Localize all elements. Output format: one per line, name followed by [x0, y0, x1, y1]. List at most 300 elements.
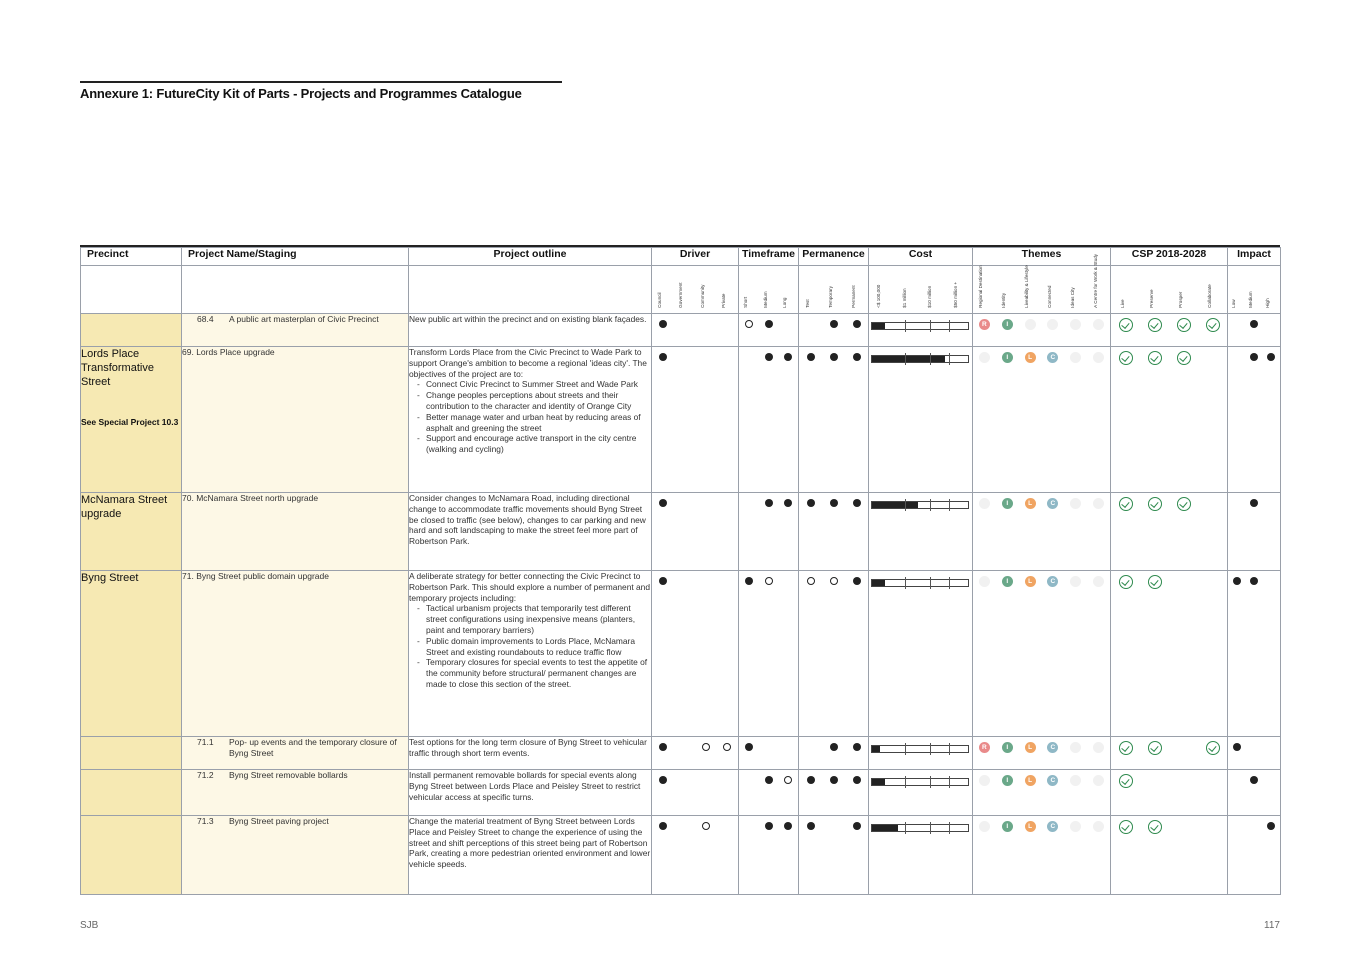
- check-circle-icon: [1119, 741, 1133, 755]
- project-outline-cell: [409, 770, 652, 816]
- theme-slot: [1087, 498, 1110, 509]
- theme-slot: [1064, 775, 1087, 786]
- subheader-label-text: Identity: [1001, 293, 1007, 308]
- project-outline-cell: [409, 347, 652, 493]
- dot-slot: [1263, 320, 1280, 328]
- subheader-label-text: A Centre for Work & Study: [1092, 254, 1098, 308]
- project-name: A public art masterplan of Civic Precinct: [229, 314, 379, 324]
- cost-bar-tick: [949, 577, 950, 589]
- impact-cell: [1228, 493, 1281, 571]
- header-permanence: Permanence: [799, 248, 869, 266]
- dot-slot: [674, 577, 696, 585]
- filled-dot-icon: [1250, 577, 1258, 585]
- check-circle-icon: [1119, 497, 1133, 511]
- filled-dot-icon: [1250, 320, 1258, 328]
- dot-slot: [759, 320, 779, 328]
- theme-badge-icon: I: [1070, 576, 1081, 587]
- dot-slot: [799, 577, 822, 585]
- cost-bar: [871, 824, 969, 832]
- dot-slot: [674, 776, 696, 784]
- theme-slot: [973, 742, 996, 753]
- csp-slot: [1198, 774, 1227, 788]
- theme-slot: [1064, 821, 1087, 832]
- theme-slot: [973, 821, 996, 832]
- project-number: 68.4: [197, 314, 214, 324]
- theme-badge-icon: I: [1002, 498, 1013, 509]
- project-name-cell: [182, 347, 409, 493]
- csp-slot: [1198, 575, 1227, 589]
- theme-badge-icon: W: [1093, 498, 1104, 509]
- filled-dot-icon: [765, 776, 773, 784]
- theme-badge-icon: L: [1025, 352, 1036, 363]
- dot-slot: [695, 499, 717, 507]
- filled-dot-icon: [830, 320, 838, 328]
- dot-slot: [799, 320, 822, 328]
- project-name: Lords Place upgrade: [196, 347, 275, 357]
- impact-cell: [1228, 347, 1281, 493]
- dot-slot: [845, 743, 868, 751]
- dot-slot: [1228, 743, 1245, 751]
- subheader-label-text: Connected: [1047, 285, 1053, 308]
- theme-group: [973, 571, 1110, 587]
- dot-slot: [822, 822, 845, 830]
- precinct-cell: [81, 571, 182, 737]
- csp-slot: [1140, 351, 1169, 365]
- dot-group: [739, 314, 798, 328]
- cost-bar-tick: [949, 776, 950, 788]
- subheader-label-text: Ideas City: [1069, 287, 1075, 308]
- dot-slot: [1228, 776, 1245, 784]
- cost-bar-tick: [949, 743, 950, 755]
- dot-group: [799, 571, 868, 585]
- dot-group: [799, 737, 868, 751]
- check-circle-icon: [1206, 741, 1220, 755]
- filled-dot-icon: [784, 822, 792, 830]
- dot-slot: [799, 353, 822, 361]
- theme-slot: [996, 498, 1019, 509]
- check-circle-icon: [1119, 318, 1133, 332]
- subheader-empty: [182, 266, 409, 314]
- document-title: Annexure 1: FutureCity Kit of Parts - Projects and Programmes Catalogue: [80, 86, 522, 101]
- dot-slot: [1263, 776, 1280, 784]
- dot-slot: [695, 577, 717, 585]
- check-circle-icon: [1119, 774, 1133, 788]
- subheader-label-text: Live: [1119, 299, 1125, 308]
- theme-badge-icon: C: [1047, 498, 1058, 509]
- filled-dot-icon: [1250, 776, 1258, 784]
- permanence-cell: [799, 770, 869, 816]
- csp-slot: [1140, 497, 1169, 511]
- project-number: 71.2: [197, 770, 214, 780]
- subheader-label: [1198, 266, 1227, 313]
- dot-slot: [695, 353, 717, 361]
- subheader-label: [1169, 266, 1198, 313]
- theme-slot: [1087, 742, 1110, 753]
- subheader-label: [799, 266, 822, 313]
- dot-slot: [1263, 822, 1280, 830]
- theme-badge-icon: R: [979, 319, 990, 330]
- dot-slot: [717, 822, 739, 830]
- subheader-label-text: $10 million: [927, 286, 933, 308]
- csp-slot: [1140, 575, 1169, 589]
- theme-group: [973, 816, 1110, 832]
- csp-slot: [1140, 741, 1169, 755]
- dot-group: [1228, 571, 1280, 585]
- theme-slot: [1019, 576, 1042, 587]
- filled-dot-icon: [659, 577, 667, 585]
- dot-slot: [739, 776, 759, 784]
- check-circle-icon: [1177, 351, 1191, 365]
- header-project: Project Name/Staging: [182, 248, 409, 266]
- theme-slot: [973, 576, 996, 587]
- filled-dot-icon: [784, 499, 792, 507]
- theme-slot: [1019, 319, 1042, 330]
- dot-group: [739, 816, 798, 830]
- check-circle-icon: [1148, 741, 1162, 755]
- dot-slot: [1245, 743, 1262, 751]
- dot-slot: [717, 577, 739, 585]
- cost-bar-fill: [872, 746, 880, 752]
- csp-group: [1111, 571, 1227, 589]
- theme-badge-icon: I: [1070, 742, 1081, 753]
- subheader-row: [81, 266, 1281, 314]
- dot-slot: [717, 499, 739, 507]
- theme-slot: [973, 352, 996, 363]
- dot-slot: [799, 776, 822, 784]
- dot-slot: [695, 822, 717, 830]
- cost-bar-tick: [905, 577, 906, 589]
- filled-dot-icon: [659, 776, 667, 784]
- subheader-label: [1064, 266, 1087, 313]
- cost-cell: [869, 493, 973, 571]
- cost-bar-tick: [949, 353, 950, 365]
- theme-badge-icon: I: [1070, 352, 1081, 363]
- project-outline-text: Transform Lords Place from the Civic Precinct to Wade Park to support Orange's ambition to become a regional 'ideas city'. The objectives of the project are to:: [409, 347, 647, 379]
- theme-slot: [1041, 775, 1064, 786]
- table-body: [81, 314, 1281, 895]
- header-precinct: Precinct: [81, 248, 182, 266]
- theme-slot: [996, 576, 1019, 587]
- check-circle-icon: [1148, 318, 1162, 332]
- cost-bar-tick: [905, 822, 906, 834]
- filled-dot-icon: [853, 822, 861, 830]
- timeframe-cell: [739, 571, 799, 737]
- cost-bar-fill: [872, 825, 898, 831]
- subheader-cost: [869, 266, 973, 314]
- csp-slot: [1111, 820, 1140, 834]
- dot-group: [739, 737, 798, 751]
- project-outline-text: Test options for the long term closure of Byng Street to vehicular traffic through short term events.: [409, 737, 647, 758]
- dot-slot: [822, 320, 845, 328]
- csp-cell: [1111, 493, 1228, 571]
- filled-dot-icon: [765, 353, 773, 361]
- cost-cell: [869, 737, 973, 770]
- theme-slot: [1041, 498, 1064, 509]
- check-circle-icon: [1119, 820, 1133, 834]
- dot-slot: [717, 320, 739, 328]
- outline-bullet: - Change peoples perceptions about streets and their contribution to the character and identity of Orange City: [419, 390, 651, 412]
- outline-bullet: - Better manage water and urban heat by reducing areas of asphalt and greening the street: [419, 412, 651, 434]
- open-dot-icon: [784, 776, 792, 784]
- dot-slot: [674, 743, 696, 751]
- check-circle-icon: [1119, 575, 1133, 589]
- filled-dot-icon: [807, 353, 815, 361]
- dot-slot: [695, 320, 717, 328]
- dot-slot: [822, 353, 845, 361]
- theme-slot: [1041, 319, 1064, 330]
- theme-slot: [973, 319, 996, 330]
- csp-slot: [1198, 820, 1227, 834]
- csp-slot: [1111, 774, 1140, 788]
- open-dot-icon: [702, 822, 710, 830]
- filled-dot-icon: [1233, 577, 1241, 585]
- theme-badge-icon: W: [1093, 821, 1104, 832]
- header-cost: Cost: [869, 248, 973, 266]
- dot-slot: [845, 822, 868, 830]
- project-outline-text: A deliberate strategy for better connecting the Civic Precinct to Robertson Park. This should explore a number of permanent and temporary projects including:: [409, 571, 650, 603]
- dot-slot: [1245, 822, 1262, 830]
- theme-badge-icon: R: [979, 742, 990, 753]
- open-dot-icon: [765, 577, 773, 585]
- subheader-label: [674, 266, 696, 313]
- timeframe-cell: [739, 347, 799, 493]
- theme-badge-icon: W: [1093, 319, 1104, 330]
- dot-slot: [739, 353, 759, 361]
- subheader-label: [1087, 254, 1110, 313]
- subheader-label: [845, 266, 868, 313]
- dot-slot: [759, 499, 779, 507]
- cost-bar-tick: [930, 320, 931, 332]
- filled-dot-icon: [1250, 353, 1258, 361]
- subheader-label: [739, 266, 759, 313]
- project-outline-cell: [409, 571, 652, 737]
- dot-slot: [1245, 353, 1262, 361]
- csp-slot: [1140, 318, 1169, 332]
- dot-slot: [845, 776, 868, 784]
- subheader-label: [1263, 266, 1280, 313]
- theme-badge-icon: L: [1025, 498, 1036, 509]
- theme-slot: [1019, 821, 1042, 832]
- subheader-label-text: High: [1265, 298, 1271, 308]
- subheader-label-text: Temporary: [827, 286, 833, 308]
- project-name: Pop- up events and the temporary closure of Byng Street: [229, 737, 397, 758]
- subheader-label: [652, 266, 674, 313]
- csp-group: [1111, 816, 1227, 834]
- cost-bar-tick: [905, 776, 906, 788]
- dot-slot: [822, 577, 845, 585]
- dot-slot: [739, 499, 759, 507]
- subheader-csp: [1111, 266, 1228, 314]
- cost-bar-fill: [872, 356, 945, 362]
- driver-cell: [652, 347, 739, 493]
- subheader-empty: [81, 266, 182, 314]
- cost-bar-tick: [930, 499, 931, 511]
- dot-group: [652, 816, 738, 830]
- driver-cell: [652, 493, 739, 571]
- check-circle-icon: [1119, 351, 1133, 365]
- subheader-label: [869, 266, 895, 313]
- check-circle-icon: [1177, 497, 1191, 511]
- theme-slot: [1087, 319, 1110, 330]
- theme-badge-icon: R: [979, 576, 990, 587]
- filled-dot-icon: [807, 499, 815, 507]
- check-circle-icon: [1148, 575, 1162, 589]
- table-row: [81, 314, 1281, 347]
- csp-slot: [1111, 497, 1140, 511]
- timeframe-cell: [739, 770, 799, 816]
- header-outline: Project outline: [409, 248, 652, 266]
- dot-slot: [652, 776, 674, 784]
- theme-badge-icon: C: [1047, 352, 1058, 363]
- dot-group: [652, 314, 738, 328]
- filled-dot-icon: [853, 320, 861, 328]
- table-row: [81, 770, 1281, 816]
- dot-slot: [739, 822, 759, 830]
- filled-dot-icon: [1267, 353, 1275, 361]
- dot-slot: [652, 743, 674, 751]
- theme-group: [973, 493, 1110, 509]
- project-outline-text: Change the material treatment of Byng Street between Lords Place and Peisley Street to change the experience of using the street and shift perceptions of this street being part of Robertson Park, creating a more pedestrian oriented environment and lower vehicle speeds.: [409, 816, 651, 870]
- permanence-cell: [799, 816, 869, 895]
- theme-badge-icon: C: [1047, 319, 1058, 330]
- filled-dot-icon: [830, 353, 838, 361]
- theme-slot: [1064, 742, 1087, 753]
- dot-slot: [1228, 499, 1245, 507]
- precinct-cell: [81, 770, 182, 816]
- cost-bar: [871, 778, 969, 786]
- theme-slot: [1064, 498, 1087, 509]
- theme-badge-icon: I: [1002, 775, 1013, 786]
- filled-dot-icon: [830, 743, 838, 751]
- themes-cell: [973, 571, 1111, 737]
- theme-slot: [1019, 742, 1042, 753]
- dot-slot: [717, 743, 739, 751]
- outline-bullet: - Public domain improvements to Lords Place, McNamara Street and existing roundabouts to reduce traffic flow: [419, 636, 651, 658]
- dot-group: [1228, 770, 1280, 784]
- dot-slot: [759, 577, 779, 585]
- cost-bar: [871, 322, 969, 330]
- project-name: McNamara Street north upgrade: [196, 493, 319, 503]
- subheader-driver: [652, 266, 739, 314]
- dot-slot: [759, 822, 779, 830]
- theme-slot: [973, 498, 996, 509]
- project-name: Byng Street public domain upgrade: [196, 571, 329, 581]
- dot-slot: [1263, 499, 1280, 507]
- themes-cell: [973, 493, 1111, 571]
- csp-group: [1111, 314, 1227, 332]
- dot-slot: [652, 353, 674, 361]
- open-dot-icon: [702, 743, 710, 751]
- cost-bar-tick: [949, 822, 950, 834]
- header-themes: Themes: [973, 248, 1111, 266]
- subheader-label-text: Regional Destination: [978, 265, 984, 308]
- dot-slot: [1245, 499, 1262, 507]
- theme-badge-icon: I: [1070, 775, 1081, 786]
- dot-group: [652, 571, 738, 585]
- dot-slot: [739, 577, 759, 585]
- theme-slot: [1087, 775, 1110, 786]
- filled-dot-icon: [853, 577, 861, 585]
- dot-slot: [674, 353, 696, 361]
- theme-slot: [1041, 742, 1064, 753]
- theme-badge-icon: L: [1025, 775, 1036, 786]
- check-circle-icon: [1148, 351, 1162, 365]
- project-name-cell: [182, 493, 409, 571]
- cost-bar-tick: [949, 499, 950, 511]
- project-outline-text: Install permanent removable bollards for special events along Byng Street between Lords Place and Peisley Street to restrict vehicular access at specific turns.: [409, 770, 641, 802]
- timeframe-cell: [739, 493, 799, 571]
- subheader-label-text: Government: [678, 282, 684, 308]
- table-row: [81, 571, 1281, 737]
- csp-slot: [1169, 575, 1198, 589]
- csp-slot: [1169, 497, 1198, 511]
- theme-badge-icon: W: [1093, 742, 1104, 753]
- filled-dot-icon: [853, 776, 861, 784]
- filled-dot-icon: [807, 776, 815, 784]
- subheader-label-text: Community: [699, 284, 705, 308]
- theme-badge-icon: R: [979, 352, 990, 363]
- filled-dot-icon: [853, 499, 861, 507]
- permanence-cell: [799, 347, 869, 493]
- page-number: 117: [1264, 920, 1280, 931]
- precinct-cell: [81, 314, 182, 347]
- dot-group: [1228, 493, 1280, 507]
- subheader-label: [946, 266, 972, 313]
- dot-slot: [1245, 776, 1262, 784]
- precinct-name: McNamara Street upgrade: [81, 494, 168, 520]
- dot-slot: [739, 743, 759, 751]
- timeframe-cell: [739, 737, 799, 770]
- open-dot-icon: [745, 320, 753, 328]
- permanence-cell: [799, 737, 869, 770]
- table-row: [81, 493, 1281, 571]
- theme-badge-icon: L: [1025, 576, 1036, 587]
- filled-dot-icon: [659, 499, 667, 507]
- subheader-label-text: Liveability & Lifestyle: [1024, 265, 1030, 308]
- filled-dot-icon: [830, 499, 838, 507]
- dot-slot: [759, 353, 779, 361]
- footer-brand: SJB: [80, 920, 99, 931]
- csp-slot: [1198, 497, 1227, 511]
- dot-slot: [1245, 577, 1262, 585]
- dot-slot: [845, 577, 868, 585]
- theme-slot: [1041, 352, 1064, 363]
- outline-bullet-list: [409, 379, 651, 455]
- dot-group: [799, 347, 868, 361]
- open-dot-icon: [830, 577, 838, 585]
- table-row: [81, 737, 1281, 770]
- csp-slot: [1198, 351, 1227, 365]
- table-row: [81, 816, 1281, 895]
- precinct-cell: [81, 493, 182, 571]
- project-outline-cell: [409, 493, 652, 571]
- subheader-label: [822, 266, 845, 313]
- cost-bar-fill: [872, 779, 885, 785]
- subheader-label-text: <$ 100,000: [876, 284, 882, 308]
- dot-group: [739, 347, 798, 361]
- csp-group: [1111, 493, 1227, 511]
- theme-slot: [1019, 352, 1042, 363]
- csp-slot: [1111, 575, 1140, 589]
- theme-badge-icon: I: [1002, 319, 1013, 330]
- cost-cell: [869, 314, 973, 347]
- subheader-label: [1228, 266, 1245, 313]
- dot-slot: [799, 743, 822, 751]
- dot-slot: [799, 822, 822, 830]
- theme-slot: [1087, 821, 1110, 832]
- dot-slot: [1263, 577, 1280, 585]
- subheader-label-text: Preserve: [1148, 289, 1154, 308]
